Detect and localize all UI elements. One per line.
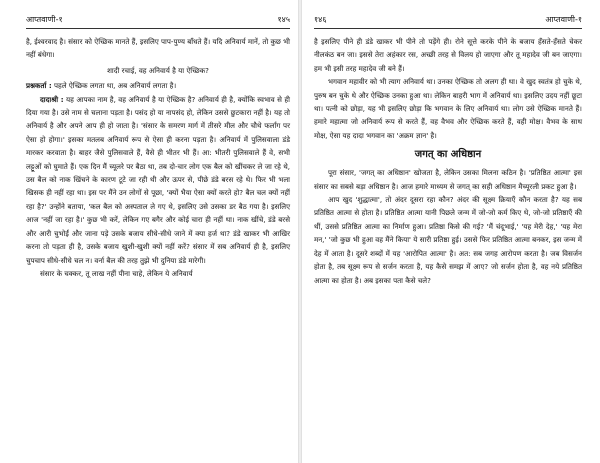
dadashri-label: दादाश्री : bbox=[40, 94, 64, 104]
right-paragraph-3: पूरा संसार, 'जगत् का अधिष्ठान' खोजता है, लेकिन उसका मिलना कठिन है। 'प्रतिष्ठित आत्मा' इस संसार का सबसे बड़ा अधिष्ठान है। आज हमारे माध्यम से जगत् का सही अधिष्ठान मैच्यूरली प्रकट हुआ है। bbox=[314, 168, 582, 191]
left-header-page-number: १४५ bbox=[277, 15, 290, 24]
right-page bbox=[302, 0, 600, 463]
left-header-title: आप्तवाणी-१ bbox=[26, 15, 63, 24]
left-question bbox=[26, 79, 290, 92]
right-paragraph-1: है इसलिए पीने ही डंडे खाकर भी पीने तो पड़ेंगे ही। रोने सूत्ते करके पीने के बजाय हँसते-हँसते चेकर नीलकंठ बन जा। इससे तेरा अहंकार रस, अच्छी तरह से विलय हो जाएगा और तू महादेव जी बन जाएगा। हम भी इसी तरह महादेव जी बने हैं। bbox=[314, 37, 582, 73]
section-heading: जगत् का अधिष्ठान bbox=[414, 149, 482, 161]
left-answer bbox=[26, 93, 290, 267]
left-quote-line: शादी रचाई, वह अनिवार्य है या ऐच्छिक? bbox=[107, 65, 209, 75]
question-text: पहले ऐच्छिक लगता था, अब अनिवार्य लगता है। bbox=[53, 81, 177, 91]
questioner-label: प्रश्नकर्ता : bbox=[26, 81, 52, 91]
left-paragraph-1: है, ईश्वरवाद है। संसार को ऐच्छिक मानते हैं, इसलिए पाप-पुण्य बाँधते हैं। यदि अनिवार्य मानें, तो कुछ भी नहीं बंधेगा। bbox=[26, 37, 290, 60]
answer-text: यह आपका नाम है, वह अनिवार्य है या ऐच्छिक है? अनिवार्य ही है, क्योंकि स्वभाव से ही दिया गया है। उसे नाम से चलाना पड़ता है। पसंद हो या नापसंद हो, लेकिन उससे छुटकारा नहीं है। यह तो अनिवार्य है और अपने आप ही हो जाता है। 'संसार के समरण मार्ग में तीसरे मील और चौथे फर्लांग पर ऐसा हो होगा।' इसका मतलब अनिवार्य रूप से ऐसा ही करना पड़ता है। अनिवार्य में पुलिसवाला डंडे मारकर करवाता है। बाहर जैसे पुलिसवाले हैं, वैसे ही भीतर भी हैं। आ: भीतरी पुलिसवाले हैं वे, सभी लट्टूओं को घुमाते हैं। एक दिन मैं च्यूलरे पर बैठा था, तब दो-चार लोग एक बैल को खींचकर ले जा रहे थे, उस बैल को नाक खिंचने के कारण टूटे जा रही थी और ऊपर से, पीछे डंडे बरस रहे थे। फिर भी भला खिसक ही नहीं रहा था। इस पर मैंने उन लोगों से पूछा, 'क्यों भैया ऐसा क्यों करते हो? बैल चल क्यों नहीं रहा है?' उन्होंने बताया, 'कल बैल को अस्पताल ले गए थे, इसलिए उसे उसका डर बैठ गया है। इसलिए आज 'नहीं जा रहा है।' कुछ भी करें, लेकिन गए बगैर और कोई चारा ही नहीं था। नाक खींचे, डंडे बरसे और आरी चुभोईं और जाना पड़े उसके बजाय सीधे-सीधे जाने में क्या हर्ज था? डंडे खाकर भी आखिर करना तो पड़ता ही है, उसके बजाय खुशी-खुशी क्यों नहीं करें? संसार में सब अनिवार्य ही है, इसलिए चुपचाप सीधे-सीधे चल न। वर्ना बैल की तरह तुझे भी दुनिया डंडे मारेगी। bbox=[26, 94, 290, 265]
right-page-header bbox=[314, 14, 582, 29]
left-page bbox=[0, 0, 298, 463]
right-paragraph-4: आप खुद 'शुद्धात्मा', तो अंदर दूसरा रहा कौन? अंदर की सूक्ष्म क्रियाएँ कौन करता है? यह सब प्रतिष्ठित आत्मा से होता है। प्रतिष्ठित आत्मा यानी पिछले जन्म में जो-जो कर्म किए थे, जो-जो प्रतिष्ठाएँ की थीं, उससे प्रतिष्ठित आत्मा का निर्माण हुआ। प्रतिष्ठा किसे की गई? 'मैं चंदूभाई,' 'यह मेरी देह,' 'यह मेरा मन,' 'जो कुछ भी हुआ वह मैंने किया' ये सारी प्रतिष्ठा हुई। उससे फिर प्रतिष्ठित आत्मा बनकर, इस जन्म में देह में आता है। दूसरे शब्दों में यह 'आरोपित आत्मा' है। अत: सब जगह आरोपण करता है। जब विसर्जन होता है, तब सूक्ष्म रूप से सर्जन करता है, यह कैसे समझ में आए? जो सर्जन होता है, वह नये प्रतिष्ठित आत्मा का होता है। अब इसका पता कैसे चले? bbox=[314, 195, 582, 285]
right-paragraph-2: भगवान महावीर को भी त्याग अनिवार्य था। उनका ऐच्छिक तो अलग ही था। वे खुद स्वतंत्र हो चुके थे, पुरुष बन चुके थे और ऐच्छिक उनका हुआ था। लेकिन बाहरी भाग में अनिवार्य था। इसलिए उदय नहीं छूटा था। पत्नी को छोड़ा, यह भी इसलिए छोड़ा कि भगवान के लिए अनिवार्य था। लोग उसे ऐच्छिक मानते हैं। हमारे महात्मा जो अनिवार्य रूप से करते हैं, वह वैभव और ऐच्छिक करते हैं, वही मोक्ष। वैभव के साथ मोक्ष, ऐसा यह दादा भगवान का 'अक्रम ज्ञान' है। bbox=[314, 77, 582, 140]
right-header-page-number: १४६ bbox=[314, 15, 327, 24]
left-page-header bbox=[26, 14, 290, 29]
right-header-title: आप्तवाणी-१ bbox=[545, 15, 582, 24]
left-last-line: संसार के चक्कर, तू लाख नहीं पीना चाहे, लेकिन ये अनिवार्य bbox=[40, 268, 193, 278]
